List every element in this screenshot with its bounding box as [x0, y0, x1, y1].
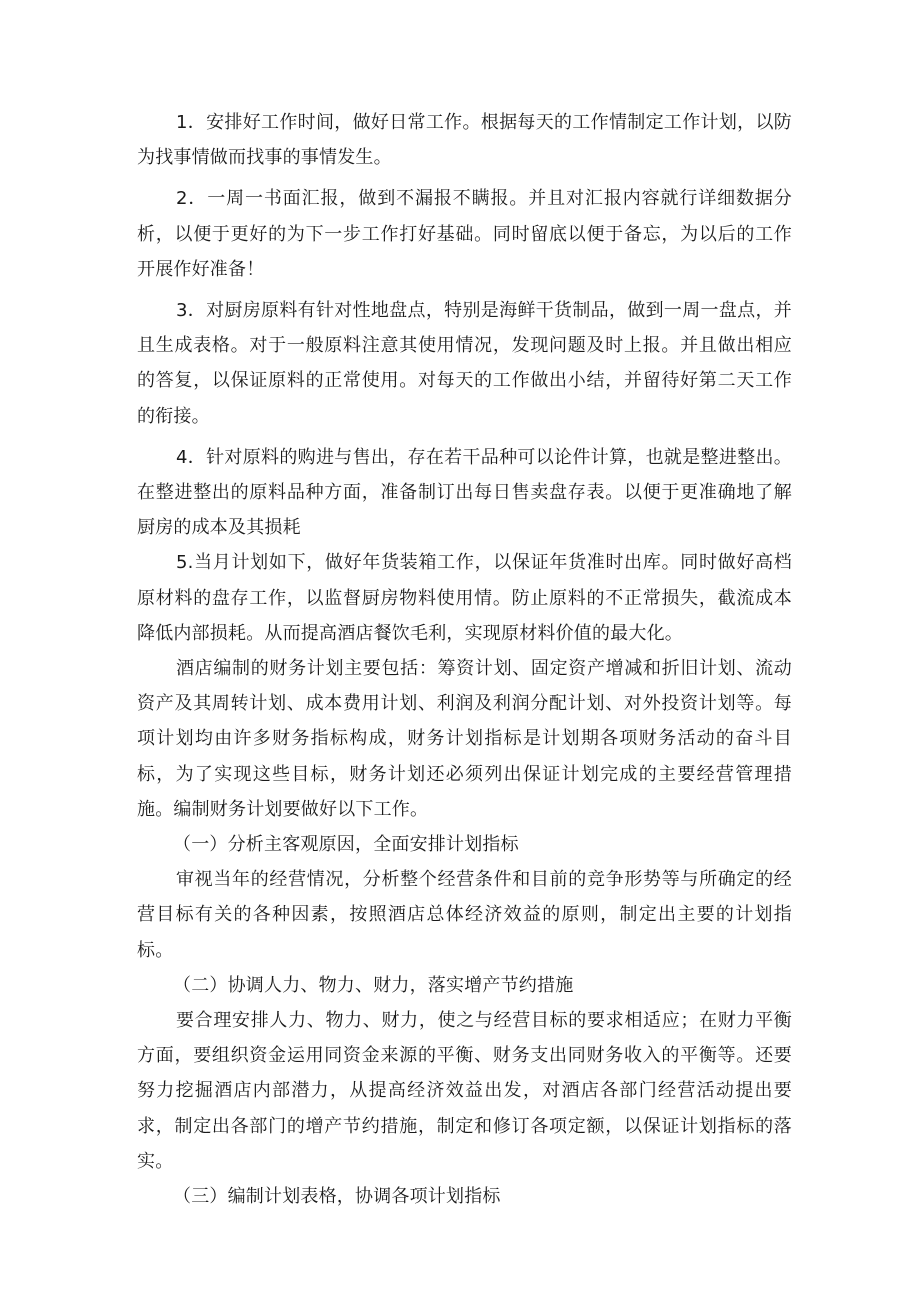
- section-heading-2: （二）协调人力、物力、财力，落实增产节约措施: [173, 974, 574, 996]
- paragraph-2: 2．一周一书面汇报，做到不漏报不瞒报。并且对汇报内容就行详细数据分析，以便于更好的为下一步工作打好基础。同时留底以便于备忘，为以后的工作开展作好准备！: [137, 188, 792, 280]
- paragraph-5: 5.当月计划如下，做好年货装箱工作，以保证年货准时出库。同时做好高档原材料的盘存工作，以监督厨房物料使用情。防止原料的不正常损失，截流成本降低内部损耗。从而提高酒店餐饮毛利，实现原材料价值的最大化。: [137, 552, 792, 644]
- paragraph-3: 3．对厨房原料有针对性地盘点，特别是海鲜干货制品，做到一周一盘点，并且生成表格。对于一般原料注意其使用情况，发现问题及时上报。并且做出相应的答复，以保证原料的正常使用。对每天的工作做出小结，并留待好第二天工作的衔接。: [137, 300, 792, 427]
- section-heading-1: （一）分析主客观原因，全面安排计划指标: [173, 834, 519, 856]
- paragraph-4: 4．针对原料的购进与售出，存在若干品种可以论件计算，也就是整进整出。在整进整出的原料品种方面，准备制订出每日售卖盘存表。以便于更准确地了解厨房的成本及其损耗: [137, 446, 792, 539]
- section-heading-3: （三）编制计划表格，协调各项计划指标: [173, 1186, 501, 1208]
- paragraph-1: 1．安排好工作时间，做好日常工作。根据每天的工作情制定工作计划，以防为找事情做而找事的事情发生。: [137, 112, 792, 169]
- section-body-1: 审视当年的经营情况，分析整个经营条件和目前的竞争形势等与所确定的经营目标有关的各种因素，按照酒店总体经济效益的原则，制定出主要的计划指标。: [137, 869, 792, 961]
- paragraph-financial-plan: 酒店编制的财务计划主要包括：筹资计划、固定资产增减和折旧计划、流动资产及其周转计划、成本费用计划、利润及利润分配计划、对外投资计划等。每项计划均由许多财务指标构成，财务计划指标是计划期各项财务活动的奋斗目标，为了实现这些目标，财务计划还必须列出保证计划完成的主要经营管理措施。编制财务计划要做好以下工作。: [137, 658, 792, 820]
- document-page: [137, 105, 792, 1214]
- section-body-2: 要合理安排人力、物力、财力，使之与经营目标的要求相适应；在财力平衡方面，要组织资金运用同资金来源的平衡、财务支出同财务收入的平衡等。还要努力挖掘酒店内部潜力，从提高经济效益出发，对酒店各部门经营活动提出要求，制定出各部门的增产节约措施，制定和修订各项定额，以保证计划指标的落实。: [137, 1010, 792, 1172]
